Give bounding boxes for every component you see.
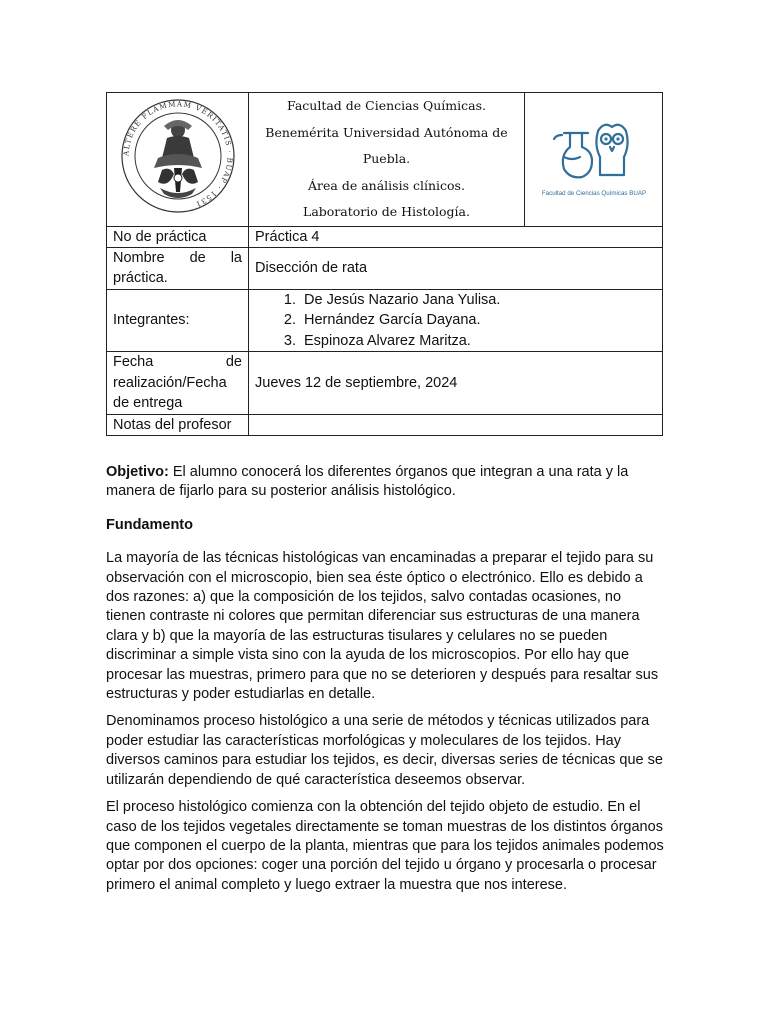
fundamento-heading: Fundamento: [106, 516, 193, 533]
document-body: [106, 463, 664, 903]
date-label-line-3: de entrega: [113, 395, 183, 411]
practice-name-label: [107, 247, 249, 289]
institution-line-2: Benemérita Universidad Autónoma de: [265, 124, 508, 140]
fundamento-paragraph-2: Denominamos proceso histológico a una serie de métodos y técnicas utilizados para poder estudiar las características morfológicas y moleculares de los tejidos. Hay diversos caminos para estudiar los tejidos, es decir, diversas series de técnicas que se utilizarán dependiendo de qué característica deseemos observar.: [106, 713, 663, 788]
seal-cell: [107, 93, 249, 227]
institution-line-1: Facultad de Ciencias Químicas.: [287, 98, 486, 113]
date-label-line-2: realización/Fecha: [113, 374, 227, 391]
fundamento-paragraph-3: El proceso histológico comienza con la obtención del tejido objeto de estudio. En el caso de los tejidos vegetales directamente se toman muestras de los distintos órganos que componen el cuerpo de la planta, mientras que para los tejidos animales podemos optar por dos opciones: coger una porción del tejido u órgano y procesarla o procesar primero el animal completo y luego extraer la muestra que nos interese.: [106, 799, 664, 893]
institution-line-3: Puebla.: [362, 151, 411, 166]
practice-name-label-line-2: práctica.: [113, 270, 168, 286]
objective-label: Objetivo:: [106, 464, 169, 480]
institution-cell: [249, 93, 525, 227]
logo-caption: Facultad de Ciencias Químicas BUAP: [541, 190, 646, 198]
members-value: [249, 289, 663, 352]
faculty-logo-cell: [525, 93, 663, 227]
notes-row: [107, 414, 663, 435]
fundamento-paragraph-1: La mayoría de las técnicas histológicas van encaminadas a preparar el tejido para su observación con el microscopio, bien sea éste óptico o electrónico. Ello es debido a dos razones: a) que la composición de los tejidos, salvo contadas ocasiones, no tienen contraste ni colores que permitan diferenciar sus estructuras de una manera clara y b) que la mayoría de las estructuras tisulares y celulares no se pueden discriminar a simple vista sino con la ayuda de los microscopios. Por ello hay que procesar las muestras, primero para que no se deterioren y después para resaltar sus estructuras y poder estudiarlas en detalle.: [106, 550, 659, 703]
members-list: [255, 290, 656, 352]
header-row: [107, 93, 663, 227]
university-seal-icon: [118, 96, 238, 216]
date-label: [107, 352, 249, 415]
member-item: 3. Espinoza Alvarez Maritza.: [300, 331, 656, 352]
seal-text: ALTERE FLAMMAM VERITATIS · BUAP · 1531: [120, 99, 235, 210]
members-row: [107, 289, 663, 352]
institution-line-5: Laboratorio de Histología.: [303, 204, 470, 219]
practice-header-table: [106, 92, 663, 436]
members-label: Integrantes:: [107, 289, 249, 352]
date-label-line-1: Fecha de: [113, 354, 242, 370]
notes-value: [249, 414, 663, 435]
date-row: [107, 352, 663, 415]
member-item: 2. Hernández García Dayana.: [300, 310, 656, 331]
practice-name-value: Disección de rata: [249, 247, 663, 289]
practice-number-label: No de práctica: [107, 226, 249, 247]
objective-text: El alumno conocerá los diferentes órganos que integran a una rata y la manera de fijarlo para su posterior análisis histológico.: [106, 464, 629, 500]
objective-paragraph: [106, 463, 664, 502]
faculty-owl-flask-logo-icon: [534, 111, 654, 201]
notes-label: Notas del profesor: [107, 414, 249, 435]
practice-number-value: Práctica 4: [249, 226, 663, 247]
date-value: Jueves 12 de septiembre, 2024: [249, 352, 663, 415]
institution-line-4: Área de análisis clínicos.: [308, 177, 465, 193]
practice-name-label-line-1: Nombre de la: [113, 249, 242, 266]
practice-name-row: [107, 247, 663, 289]
practice-number-row: [107, 226, 663, 247]
member-item: 1. De Jesús Nazario Jana Yulisa.: [300, 290, 656, 311]
